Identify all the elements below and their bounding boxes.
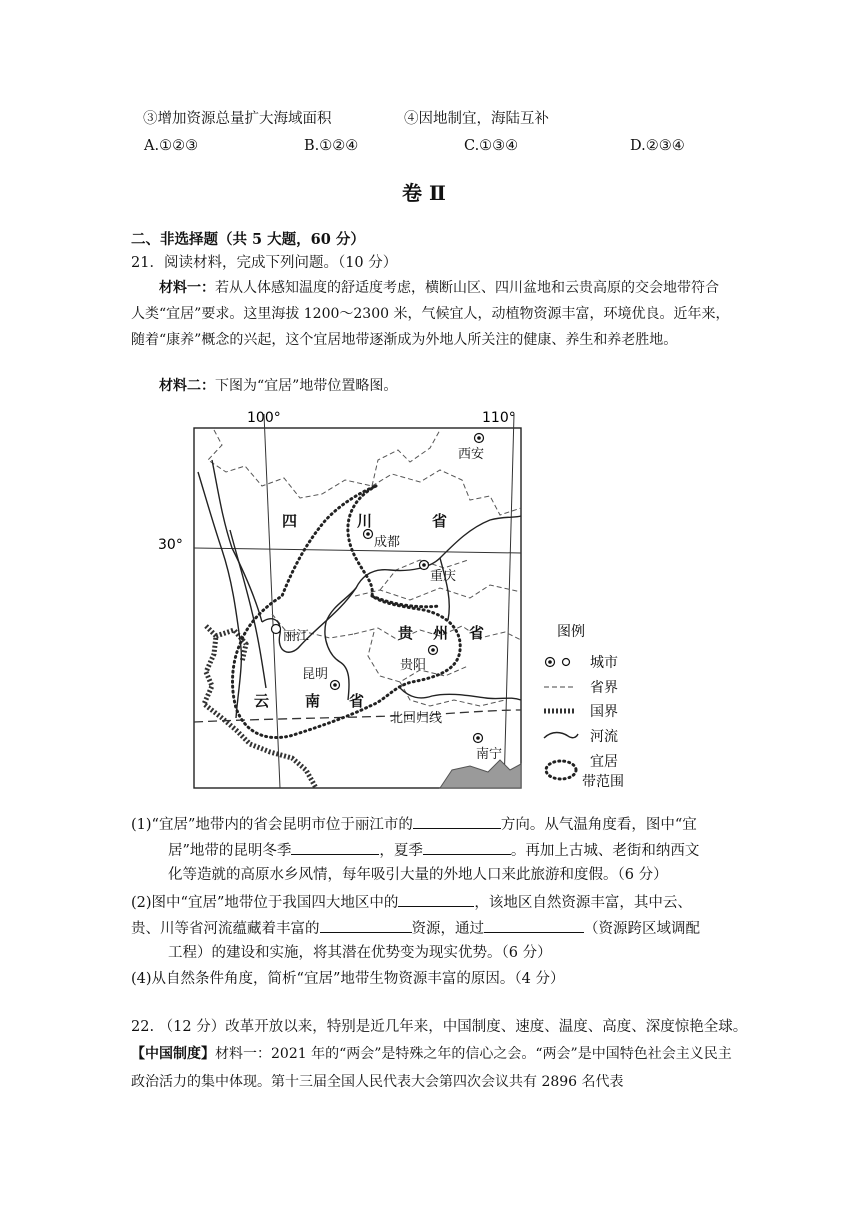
- lon-label-100: 100°: [247, 410, 281, 426]
- part-title: 卷 Ⅱ: [402, 181, 446, 205]
- legend-province: 省界: [590, 680, 618, 696]
- parallel-30: [194, 548, 521, 553]
- q22-material: [131, 1040, 735, 1096]
- answer-blank[interactable]: [484, 916, 584, 933]
- material-2-label: 材料二：: [159, 378, 215, 394]
- option-3: ③增加资源总量扩大海域面积: [143, 111, 332, 127]
- q21-p2-text-f: 工程）的建设和实施，将其潜在优势变为现实优势。（6 分）: [168, 945, 552, 961]
- lat-label-30: 30°: [158, 537, 183, 553]
- lon-label-110: 110°: [482, 410, 516, 426]
- prov-gui: 贵: [398, 624, 414, 642]
- sea-area: [440, 760, 521, 788]
- answer-blank[interactable]: [413, 812, 501, 829]
- q21-part1-line2: [168, 838, 699, 862]
- legend-title: 图例: [557, 624, 585, 640]
- q22-tag: 【中国制度】: [131, 1046, 215, 1062]
- q21-part2-line2: [131, 916, 700, 940]
- legend-belt-1: 宜居: [590, 754, 618, 770]
- meridian-110: [504, 414, 514, 788]
- q21-p1-text-d: ，夏季: [379, 843, 423, 859]
- city-chengdu: 成都: [374, 535, 401, 550]
- q22-line1: 22. （12 分）改革开放以来，特别是近几年来，中国制度、速度、温度、高度、深度惊艳全球。: [131, 1019, 748, 1035]
- legend-city: 城市: [590, 655, 618, 671]
- q21-p2-text-a: (2)图中“宜居”地带位于我国四大地区中的: [131, 895, 399, 911]
- q21-p1-text-c: 居”地带的昆明冬季: [168, 843, 292, 859]
- prov-sheng3: 省: [349, 692, 365, 710]
- city-chongqing: 重庆: [430, 569, 457, 584]
- prov-nan: 南: [305, 692, 321, 710]
- prov-zhou: 州: [433, 624, 449, 642]
- prov-chuan: 川: [357, 512, 373, 530]
- q21-p1-text-e: 。再加上古城、老街和纳西文: [510, 843, 700, 859]
- answer-blank[interactable]: [291, 838, 379, 855]
- province-borders: [208, 430, 521, 706]
- q22-text: 材料一：2021 年的“两会”是特殊之年的信心之会。“两会”是中国特色社会主义民主政治活力的集中体现。第十三届全国人民代表大会第四次会议共有 2896 名代表: [131, 1046, 732, 1090]
- map-legend: [544, 624, 624, 790]
- choice-a: A.①②③: [144, 138, 199, 154]
- answer-blank[interactable]: [423, 838, 511, 855]
- tropic-label: 北回归线: [390, 711, 443, 726]
- q21-p2-text-c: 贵、川等省河流蕴藏着丰富的: [131, 921, 320, 937]
- q21-stem: 21．阅读材料，完成下列问题。（10 分）: [131, 255, 398, 271]
- prov-sheng2: 省: [469, 624, 485, 642]
- city-lijiang: 丽江: [283, 629, 310, 644]
- material-1-text: 若从人体感知温度的舒适度考虑，横断山区、四川盆地和云贵高原的交会地带符合人类“宜居”要求。这里海拔 1200～2300 米，气候宜人，动植物资源丰富，环境优良。近年来，随着“康养”概念的兴起，这个宜居地带逐渐成为外地人所关注的健康、养生和养老胜地。: [131, 280, 730, 348]
- answer-blank[interactable]: [320, 916, 412, 933]
- q21-p2-text-e: （资源跨区域调配: [584, 921, 700, 937]
- q21-part1-line3: [168, 864, 668, 886]
- material-1: [131, 275, 731, 353]
- section-heading: 二、非选择题（共 5 大题，60 分）: [131, 231, 365, 248]
- prov-yun: 云: [254, 692, 270, 710]
- q21-p1-text-b: 方向。从气温角度看，图中“宜: [500, 817, 697, 833]
- legend-belt-icon: [546, 761, 576, 779]
- q21-p2-text-b: ，该地区自然资源丰富，其中云、: [474, 895, 692, 911]
- option-4: ④因地制宜，海陆互补: [404, 111, 549, 127]
- city-guiyang: 贵阳: [400, 658, 427, 673]
- q21-part2-line3: [168, 942, 552, 964]
- habitable-belt-inner: [372, 596, 440, 607]
- legend-belt-2: 带范围: [582, 774, 624, 790]
- city-xian: 西安: [458, 447, 485, 462]
- answer-blank[interactable]: [398, 890, 474, 907]
- legend-river-icon: [544, 733, 578, 739]
- meridian-100: [264, 414, 280, 788]
- material-1-label: 材料一：: [159, 280, 215, 296]
- choice-d: D.②③④: [630, 138, 685, 154]
- material-2-text: 下图为“宜居”地带位置略图。: [215, 378, 398, 394]
- material-2: [131, 373, 731, 399]
- q21-part4: (4)从自然条件角度，简析“宜居”地带生物资源丰富的原因。（4 分）: [131, 971, 565, 987]
- choice-c: C.①③④: [464, 138, 519, 154]
- q21-p2-text-d: 资源，通过: [411, 921, 484, 937]
- map-frame: [194, 428, 521, 788]
- prov-si: 四: [282, 512, 298, 530]
- q21-part1: [131, 812, 697, 836]
- legend-border: 国界: [590, 704, 618, 720]
- city-nanning: 南宁: [476, 747, 503, 762]
- q21-p1-text-f: 化等造就的高原水乡风情，每年吸引大量的外地人口来此旅游和度假。（6 分）: [168, 867, 668, 883]
- q21-p1-text-a: (1)“宜居”地带内的省会昆明市位于丽江市的: [131, 817, 413, 833]
- city-marker: [272, 625, 281, 634]
- prov-sheng1: 省: [432, 512, 448, 530]
- city-kunming: 昆明: [302, 667, 329, 682]
- choice-b: B.①②④: [304, 138, 359, 154]
- legend-river: 河流: [590, 729, 618, 745]
- q21-part2: [131, 890, 692, 914]
- location-map: [0, 400, 860, 800]
